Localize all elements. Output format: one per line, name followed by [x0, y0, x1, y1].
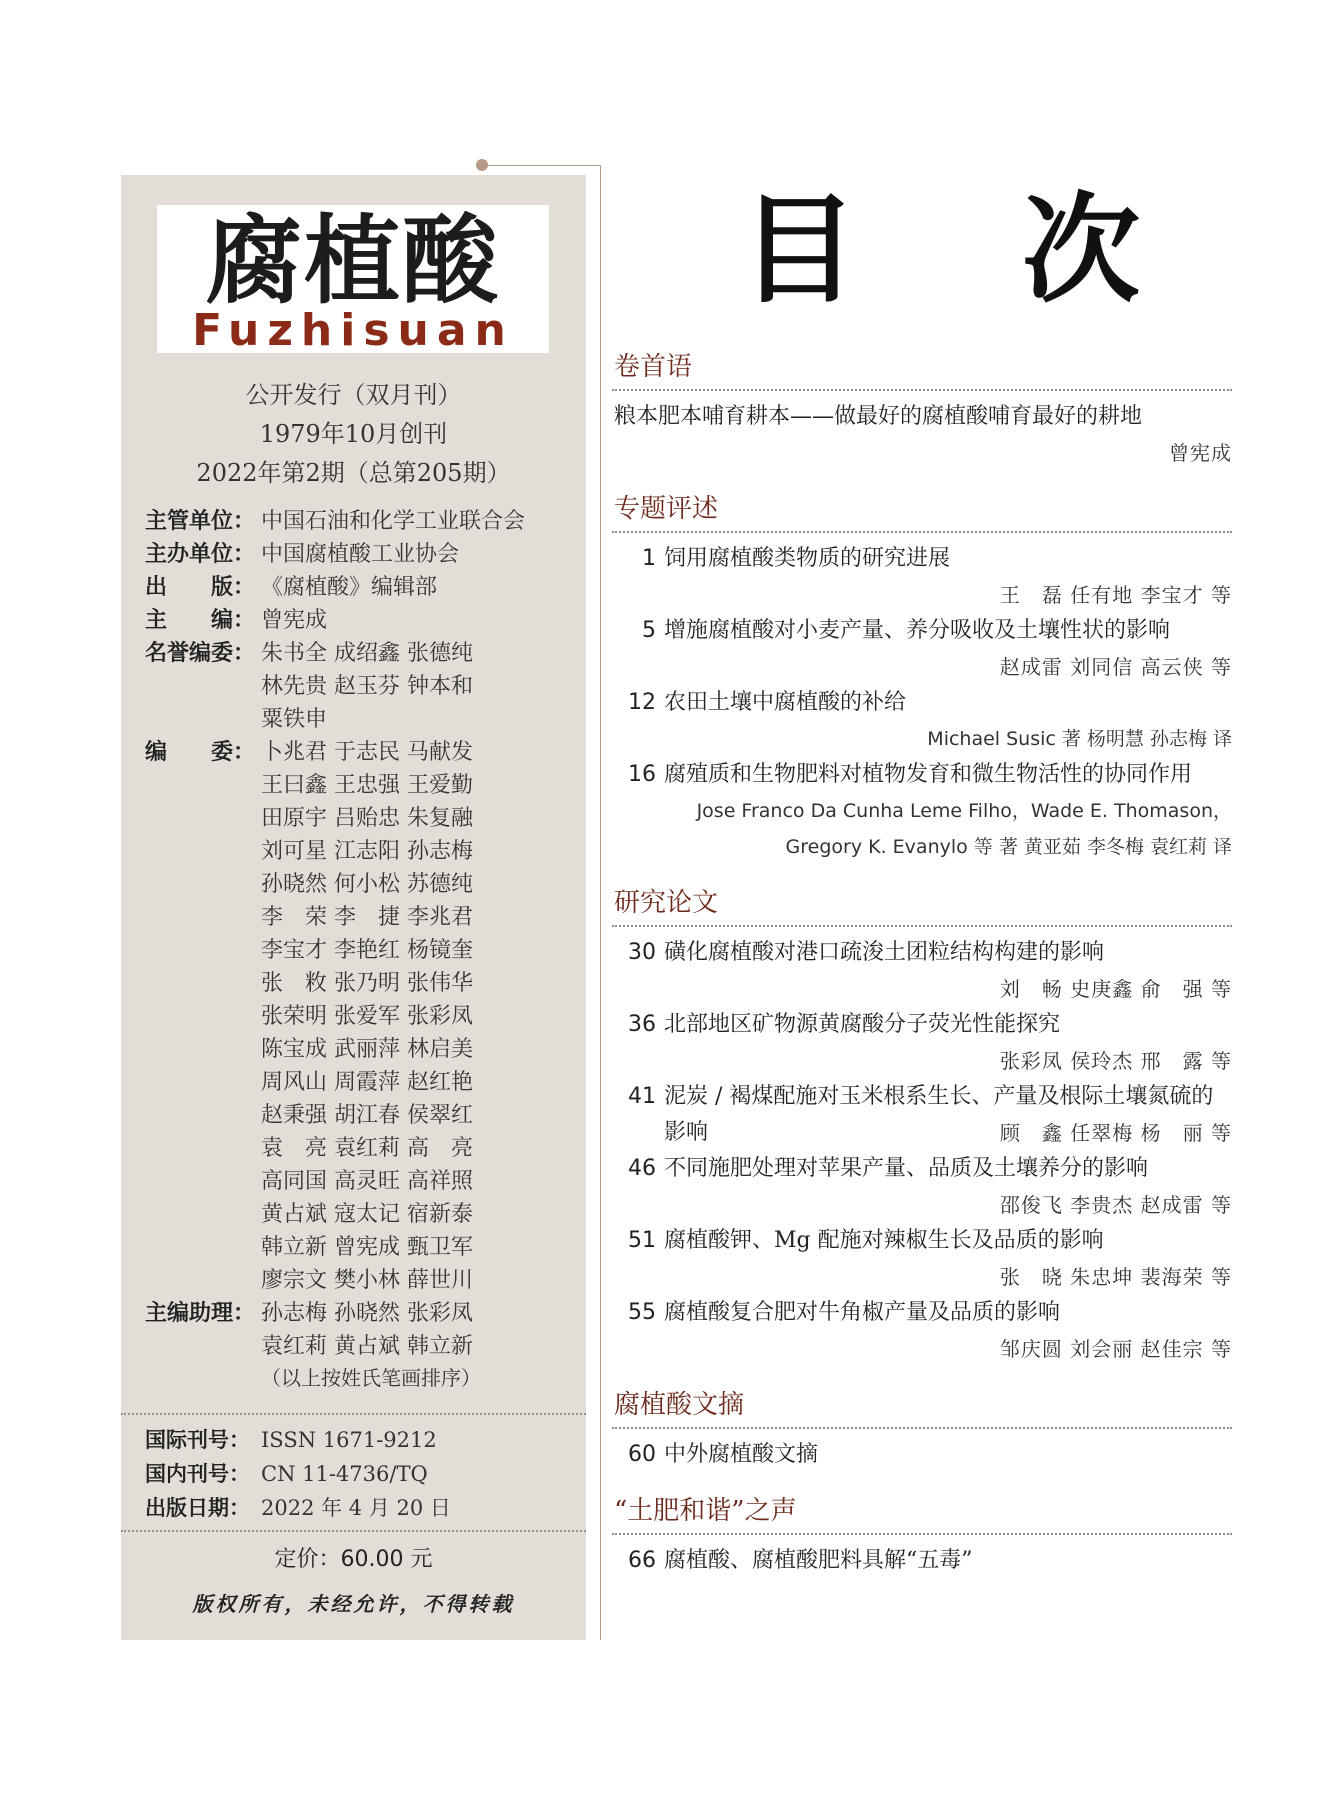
staff-names: 袁红莉 黄占斌 韩立新: [261, 1334, 473, 1359]
staff-row: [145, 1297, 575, 1330]
page-number: 12: [628, 690, 656, 715]
toc-entry[interactable]: [612, 757, 1232, 865]
article-title: 中外腐植酸文摘: [664, 1442, 819, 1467]
article-title-continued: 影响: [664, 1120, 709, 1145]
staff-role: [145, 769, 261, 802]
article-authors: 邹庆圆 刘会丽 赵佳宗 等: [999, 1337, 1232, 1361]
section-heading: 研究论文: [612, 881, 1232, 927]
toc-entry[interactable]: [612, 685, 1232, 757]
staff-role: 主 编：: [145, 608, 256, 633]
staff-note: （以上按姓氏笔画排序）: [261, 1366, 481, 1390]
staff-role: [145, 1264, 261, 1297]
staff-role: [145, 1165, 261, 1198]
staff-row: [145, 1165, 575, 1198]
page-number: 51: [628, 1228, 656, 1253]
staff-names: 曾宪成: [261, 608, 328, 633]
section-heading: 专题评述: [612, 487, 1232, 533]
pub-value: 2022 年 4 月 20 日: [261, 1496, 451, 1520]
staff-role: [145, 835, 261, 868]
staff-names: 袁 亮 袁红莉 高 亮: [261, 1136, 473, 1161]
article-authors: 赵成雷 刘同信 高云侠 等: [999, 655, 1232, 679]
article-authors: 张彩凤 侯玲杰 邢 露 等: [999, 1049, 1232, 1073]
section-heading: 卷首语: [612, 345, 1232, 391]
copyright-notice: 版权所有，未经允许，不得转载: [192, 1592, 515, 1616]
staff-names: 朱书全 成绍鑫 张德纯: [261, 641, 473, 666]
staff-row: [145, 1066, 575, 1099]
toc-entry[interactable]: [612, 541, 1232, 613]
staff-names: 中国腐植酸工业协会: [261, 542, 460, 567]
staff-names: 刘可星 江志阳 孙志梅: [261, 839, 473, 864]
staff-role: [145, 901, 261, 934]
toc-entry[interactable]: [612, 613, 1232, 685]
staff-role: [145, 703, 261, 736]
page-number: 41: [628, 1084, 656, 1109]
pub-value: CN 11-4736/TQ: [261, 1462, 428, 1486]
article-authors: 邵俊飞 李贵杰 赵成雷 等: [999, 1193, 1232, 1217]
staff-names: 卜兆君 于志民 马献发: [261, 740, 473, 765]
staff-names: 赵秉强 胡江春 侯翠红: [261, 1103, 473, 1128]
staff-role: 主管单位：: [145, 509, 256, 534]
staff-role: 主编助理：: [145, 1301, 256, 1326]
logo-chinese: 腐植酸: [206, 205, 500, 317]
toc-entry[interactable]: [612, 1079, 1232, 1151]
article-authors: 曾宪成: [1169, 441, 1232, 465]
journal-logo: [157, 205, 549, 356]
staff-row: [145, 505, 575, 538]
issue-line-2: 1979年10月创刊: [259, 420, 448, 448]
article-title: 腐殖质和生物肥料对植物发育和微生物活性的协同作用: [664, 762, 1193, 787]
article-authors: 顾 鑫 任翠梅 杨 丽 等: [999, 1121, 1232, 1145]
staff-row: [145, 1330, 575, 1363]
article-authors: Michael Susic 著 杨明慧 孙志梅 译: [927, 728, 1232, 750]
toc-entry[interactable]: [612, 399, 1232, 471]
article-authors: 刘 畅 史庚鑫 俞 强 等: [999, 977, 1232, 1001]
article-title: 腐植酸、腐植酸肥料具解“五毒”: [664, 1548, 973, 1573]
issue-line-3: 2022年第2期（总第205期）: [196, 459, 511, 487]
section-heading: “土肥和谐”之声: [612, 1489, 1232, 1535]
staff-role: 主办单位：: [145, 542, 256, 567]
editorial-staff-list: [145, 505, 575, 1393]
staff-row: [145, 934, 575, 967]
staff-row: [145, 1132, 575, 1165]
article-title: 粮本肥本哺育耕本——做最好的腐植酸哺育最好的耕地: [614, 404, 1143, 429]
staff-row: [145, 901, 575, 934]
toc-entry[interactable]: [612, 1223, 1232, 1295]
staff-row: [145, 571, 575, 604]
staff-names: 陈宝成 武丽萍 林启美: [261, 1037, 473, 1062]
staff-row: [145, 967, 575, 1000]
toc-title-char: 目: [740, 181, 859, 319]
column-divider: [600, 165, 601, 1640]
staff-role: [145, 1033, 261, 1066]
page-number: 36: [628, 1012, 656, 1037]
toc-entry[interactable]: [612, 1007, 1232, 1079]
article-title: 泥炭 / 褐煤配施对玉米根系生长、产量及根际土壤氮硫的: [664, 1084, 1214, 1109]
staff-row: [145, 670, 575, 703]
staff-names: 田原宇 吕贻忠 朱复融: [261, 806, 473, 831]
staff-row: [145, 604, 575, 637]
article-title: 饲用腐植酸类物质的研究进展: [664, 546, 951, 571]
article-title: 北部地区矿物源黄腐酸分子荧光性能探究: [664, 1012, 1061, 1037]
staff-role: [145, 802, 261, 835]
article-title: 磺化腐植酸对港口疏浚土团粒结构构建的影响: [664, 940, 1105, 965]
staff-names: 高同国 高灵旺 高祥照: [261, 1169, 473, 1194]
staff-row: [145, 769, 575, 802]
staff-row: [145, 1198, 575, 1231]
staff-role: [145, 967, 261, 1000]
article-title: 不同施肥处理对苹果产量、品质及土壤养分的影响: [664, 1156, 1149, 1181]
decorative-line: [482, 165, 600, 166]
staff-names: 中国石油和化学工业联合会: [261, 509, 526, 534]
article-title: 农田土壤中腐植酸的补给: [664, 690, 907, 715]
divider: [121, 1413, 586, 1415]
staff-row: [145, 1264, 575, 1297]
staff-names: 周风山 周霞萍 赵红艳: [261, 1070, 473, 1095]
divider: [121, 1530, 586, 1532]
staff-names: 王曰鑫 王忠强 王爱勤: [261, 773, 473, 798]
toc-entry[interactable]: [612, 1295, 1232, 1367]
section-heading: 腐植酸文摘: [612, 1383, 1232, 1429]
staff-role: [145, 1231, 261, 1264]
staff-names: 孙志梅 孙晓然 张彩凤: [261, 1301, 473, 1326]
pub-value: ISSN 1671-9212: [261, 1428, 437, 1452]
staff-row: [145, 703, 575, 736]
staff-row: [145, 1000, 575, 1033]
pub-label: 国际刊号：: [145, 1428, 250, 1452]
staff-row: [145, 835, 575, 868]
page-number: 5: [642, 618, 656, 643]
logo-pinyin: Fuzhisuan: [192, 305, 514, 356]
staff-role: [145, 1066, 261, 1099]
article-title: 腐植酸复合肥对牛角椒产量及品质的影响: [664, 1300, 1061, 1325]
toc-entry[interactable]: [612, 935, 1232, 1007]
page-number: 60: [628, 1442, 656, 1467]
issue-line-1: 公开发行（双月刊）: [245, 381, 462, 409]
staff-names: 韩立新 曾宪成 甄卫军: [261, 1235, 473, 1260]
page-number: 55: [628, 1300, 656, 1325]
staff-row: [145, 637, 575, 670]
page-number: 66: [628, 1548, 656, 1573]
staff-row: [145, 802, 575, 835]
staff-role: [145, 1000, 261, 1033]
page-number: 16: [628, 762, 656, 787]
staff-role: [145, 1330, 261, 1363]
staff-role: [145, 1099, 261, 1132]
staff-names: 廖宗文 樊小林 薛世川: [261, 1268, 473, 1293]
table-of-contents: [612, 345, 1232, 1579]
staff-names: 黄占斌 寇太记 宿新泰: [261, 1202, 473, 1227]
staff-row: [145, 1099, 575, 1132]
toc-title-char: 次: [1021, 181, 1140, 319]
pub-row: [145, 1457, 575, 1491]
staff-row: [145, 1231, 575, 1264]
staff-role: [145, 868, 261, 901]
staff-role: [145, 1198, 261, 1231]
toc-title: [740, 181, 1140, 319]
article-title: 增施腐植酸对小麦产量、养分吸收及土壤性状的影响: [664, 618, 1171, 643]
staff-role: [145, 670, 261, 703]
staff-row: [145, 538, 575, 571]
pub-row: [145, 1491, 575, 1525]
staff-role: 名誉编委：: [145, 641, 256, 666]
decorative-dot: [476, 159, 488, 171]
staff-names: 李 荣 李 捷 李兆君: [261, 905, 473, 930]
staff-row: [145, 736, 575, 769]
toc-entry[interactable]: [612, 1543, 1232, 1579]
staff-role: 出 版：: [145, 575, 256, 600]
page-number: 1: [642, 546, 656, 571]
page-number: 46: [628, 1156, 656, 1181]
staff-names: 张荣明 张爱军 张彩凤: [261, 1004, 473, 1029]
article-authors: Jose Franco Da Cunha Leme Filho，Wade E. Thomason，: [696, 800, 1232, 822]
staff-role: 编 委：: [145, 740, 256, 765]
article-authors: 张 晓 朱忠坤 裴海荣 等: [999, 1265, 1232, 1289]
staff-row: [145, 868, 575, 901]
page-number: 30: [628, 940, 656, 965]
staff-role: [145, 1132, 261, 1165]
staff-row: [145, 1033, 575, 1066]
staff-names: 李宝才 李艳红 杨镜奎: [261, 938, 473, 963]
pub-label: 出版日期：: [145, 1496, 250, 1520]
article-authors: Gregory K. Evanylo 等 著 黄亚茹 李冬梅 袁红莉 译: [785, 836, 1232, 858]
article-authors: 王 磊 任有地 李宝才 等: [999, 583, 1232, 607]
toc-entry[interactable]: [612, 1437, 1232, 1473]
staff-names: 粟铁申: [261, 707, 328, 732]
staff-names: 张 敉 张乃明 张伟华: [261, 971, 473, 996]
staff-names: 林先贵 赵玉芬 钟本和: [261, 674, 473, 699]
staff-names: 《腐植酸》编辑部: [261, 575, 438, 600]
pub-label: 国内刊号：: [145, 1462, 250, 1486]
publication-info: [145, 1423, 575, 1525]
article-title: 腐植酸钾、Mg 配施对辣椒生长及品质的影响: [664, 1228, 1104, 1253]
price: 定价：60.00 元: [274, 1547, 433, 1572]
masthead-sidebar: [121, 175, 586, 1640]
toc-entry[interactable]: [612, 1151, 1232, 1223]
staff-names: 孙晓然 何小松 苏德纯: [261, 872, 473, 897]
staff-role: [145, 934, 261, 967]
pub-row: [145, 1423, 575, 1457]
